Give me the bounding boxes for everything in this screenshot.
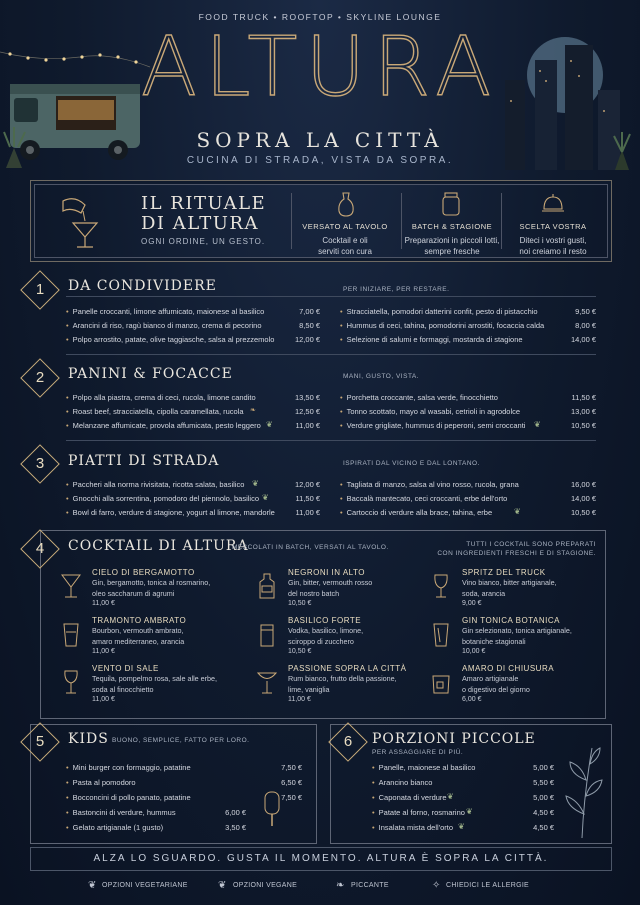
vegetarian-leaf-icon: ❦ xyxy=(466,807,473,816)
cloche-icon xyxy=(541,191,565,217)
vegan-leaf-icon: ❦ xyxy=(218,880,227,891)
legend-spicy: PICCANTE xyxy=(351,882,389,889)
menu-item: • Pasta al pomodoro xyxy=(66,778,136,787)
header-tagline: FOOD TRUCK • ROOFTOP • SKYLINE LOUNGE xyxy=(198,12,442,22)
cocktail-price: 11,00 € xyxy=(288,696,311,703)
menu-price: 5,00 € xyxy=(533,763,554,772)
cocktail-desc: soda al finocchietto xyxy=(92,685,154,694)
spicy-icon: ❧ xyxy=(250,407,256,414)
menu-price: 11,50 € xyxy=(571,393,596,402)
ritual-col-batch xyxy=(403,221,501,257)
menu-item: • Stracciatella, pomodori datterini confit, pesto di pistacchio xyxy=(340,307,538,316)
cocktail-name: BASILICO FORTE xyxy=(288,616,362,625)
section-note: BUONO, SEMPLICE, FATTO PER LORO. xyxy=(112,737,250,744)
menu-item: • Baccalà mantecato, ceci croccanti, erbe dell'orto xyxy=(340,494,507,503)
vegetarian-leaf-icon: ❦ xyxy=(88,880,97,891)
menu-item: • Panelle, maionese al basilico xyxy=(372,763,475,772)
cocktail-name: PASSIONE SOPRA LA CITTÀ xyxy=(288,664,407,673)
legend-allergies: CHIEDICI LE ALLERGIE xyxy=(446,882,530,889)
menu-price: 16,00 € xyxy=(570,480,596,489)
cocktail-desc: Vino bianco, bitter artigianale, xyxy=(462,578,557,587)
cocktail-item xyxy=(92,568,267,607)
menu-item: • Bowl di farro, verdure di stagione, yogurt al limone, mandorle xyxy=(66,508,275,517)
section-note-right: TUTTI I COCKTAIL SONO PREPARATI xyxy=(466,541,596,548)
vegetarian-leaf-icon: ❦ xyxy=(252,479,259,488)
restaurant-logo-title: ALTURA xyxy=(140,20,500,115)
section-note: MESCOLATI IN BATCH, VERSATI AL TAVOLO. xyxy=(232,544,389,551)
restaurant-tagline-sub: CUCINA DI STRADA, VISTA DA SOPRA. xyxy=(186,155,454,166)
section-number: 3 xyxy=(35,455,45,472)
section-number: 5 xyxy=(35,733,45,750)
cocktail-desc: oleo saccharum di agrumi xyxy=(92,589,175,598)
cocktail-name: AMARO DI CHIUSURA xyxy=(462,664,555,673)
vegetarian-leaf-icon: ❦ xyxy=(534,420,541,429)
cocktail-item xyxy=(288,664,463,703)
ritual-col-scelta xyxy=(507,221,599,257)
menu-price: 11,00 € xyxy=(295,421,320,430)
menu-price: 4,50 € xyxy=(533,823,554,832)
cocktail-price: 10,50 € xyxy=(288,600,312,607)
menu-price: 12,00 € xyxy=(294,335,320,344)
section-title-cocktail: COCKTAIL DI ALTURA xyxy=(68,538,249,554)
ritual-col-heading: SCELTA VOSTRA xyxy=(519,222,587,231)
cocktail-price: 6,00 € xyxy=(462,696,482,703)
ritual-col-text: sempre fresche xyxy=(424,247,480,256)
cocktail-desc: o digestivo del giorno xyxy=(462,685,530,694)
menu-price: 3,50 € xyxy=(225,823,246,832)
ritual-col-heading: VERSATO AL TAVOLO xyxy=(302,222,388,231)
menu-price: 12,50 € xyxy=(294,407,320,416)
vegetarian-leaf-icon: ❦ xyxy=(447,792,454,801)
section-note: PER ASSAGGIARE DI PIÙ. xyxy=(372,749,464,756)
ritual-col-text: noi creiamo il resto xyxy=(519,247,587,256)
cocktail-item xyxy=(288,616,463,655)
cocktail-desc: sciroppo di zucchero xyxy=(288,637,354,646)
cocktail-name: TRAMONTO AMBRATO xyxy=(92,616,187,625)
section-note: MANI, GUSTO, VISTA. xyxy=(343,373,420,380)
leaf-branch-decoration xyxy=(560,744,604,840)
section-number: 6 xyxy=(343,733,353,750)
cocktail-price: 9,00 € xyxy=(462,600,482,607)
footer-text: ALZA LO SGUARDO. GUSTA IL MOMENTO. ALTURA È SOPRA LA CITTÀ. xyxy=(93,853,549,864)
vegetarian-leaf-icon: ❦ xyxy=(514,507,521,516)
section-title-porzioni: PORZIONI PICCOLE xyxy=(372,731,536,747)
menu-item: • Verdure grigliate, hummus di peperoni, semi croccanti xyxy=(340,421,525,430)
menu-price: 13,00 € xyxy=(570,407,596,416)
cocktail-desc: lime, vaniglia xyxy=(288,685,330,694)
menu-price: 5,50 € xyxy=(533,778,554,787)
menu-price: 9,50 € xyxy=(575,307,596,316)
cocktail-item xyxy=(288,568,463,607)
cocktail-desc: Tequila, pompelmo rosa, sale alle erbe, xyxy=(92,674,218,683)
cocktail-desc: Amaro artigianale xyxy=(462,674,519,683)
section-title-panini: PANINI & FOCACCE xyxy=(68,366,233,382)
cocktail-item xyxy=(92,664,267,703)
menu-price: 8,00 € xyxy=(575,321,596,330)
cocktail-desc: soda, arancia xyxy=(462,589,506,598)
cocktail-desc: amaro mediterraneo, arancia xyxy=(92,637,185,646)
cocktail-desc: Gin, bergamotto, tonica al rosmarino, xyxy=(92,578,211,587)
menu-item: • Mini burger con formaggio, patatine xyxy=(66,763,191,772)
ritual-title-line2: DI ALTURA xyxy=(141,213,259,234)
section-title-condividere: DA CONDIVIDERE xyxy=(68,278,217,294)
ritual-title xyxy=(141,194,266,234)
ritual-subtitle: OGNI ORDINE, UN GESTO. xyxy=(141,237,266,246)
cocktail-name: VENTO DI SALE xyxy=(92,664,159,673)
menu-item: • Bastoncini di verdure, hummus xyxy=(66,808,176,817)
cocktail-price: 11,00 € xyxy=(92,696,115,703)
menu-item: • Caponata di verdure xyxy=(372,793,447,802)
cocktail-desc: Bourbon, vermouth ambrato, xyxy=(92,626,184,635)
menu-item: • Gelato artigianale (1 gusto) xyxy=(66,823,163,832)
cocktail-name: GIN TONICA BOTANICA xyxy=(462,616,560,625)
menu-price: 7,50 € xyxy=(281,793,302,802)
menu-item: • Porchetta croccante, salsa verde, finocchietto xyxy=(340,393,498,402)
menu-price: 11,00 € xyxy=(295,508,320,517)
section-title-piatti: PIATTI DI STRADA xyxy=(68,453,220,469)
menu-price: 6,00 € xyxy=(225,808,246,817)
section-number: 2 xyxy=(35,369,45,386)
cocktail-item xyxy=(462,664,637,703)
menu-price: 4,50 € xyxy=(533,808,554,817)
menu-item: • Arancino bianco xyxy=(372,778,432,787)
menu-item: • Patate al forno, rosmarino xyxy=(372,808,465,817)
ritual-col-text: Diteci i vostri gusti, xyxy=(519,236,587,245)
menu-item: • Cartoccio di verdure alla brace, tahina, erbe xyxy=(340,508,492,517)
ritual-col-versato xyxy=(299,221,391,257)
menu-item: • Insalata mista dell'orto xyxy=(372,823,453,832)
jar-icon xyxy=(441,191,461,217)
chili-pepper-icon: ❧ xyxy=(336,880,345,891)
menu-price: 14,00 € xyxy=(570,494,596,503)
cocktail-desc: Vodka, basilico, limone, xyxy=(288,626,364,635)
menu-item: • Tonno scottato, mayo al wasabi, cetrioli in agrodolce xyxy=(340,407,520,416)
ritual-col-text: serviti con cura xyxy=(318,247,372,256)
menu-price: 8,50 € xyxy=(299,321,320,330)
cocktail-desc: Gin selezionato, tonica artigianale, xyxy=(462,626,572,635)
cocktail-price: 10,50 € xyxy=(288,648,312,655)
menu-price: 7,50 € xyxy=(281,763,302,772)
legend-vegetarian: OPZIONI VEGETARIANE xyxy=(102,882,188,889)
martini-glass-icon xyxy=(60,572,82,600)
wine-glass-icon xyxy=(60,668,82,696)
cocktail-desc: del nostro batch xyxy=(288,589,340,598)
menu-item: • Arancini di riso, ragù bianco di manzo, crema di pecorino xyxy=(66,321,262,330)
menu-item: • Polpo arrostito, patate, olive taggiasche, salsa al prezzemolo xyxy=(66,335,274,344)
section-number: 1 xyxy=(35,281,45,298)
vegetarian-leaf-icon: ❦ xyxy=(458,822,465,831)
menu-price: 14,00 € xyxy=(570,335,596,344)
footer-tagline xyxy=(30,847,612,871)
cocktail-item xyxy=(92,616,267,655)
legend-vegan: OPZIONI VEGANE xyxy=(233,882,298,889)
ritual-col-text: Cocktail e oli xyxy=(322,236,368,245)
menu-price: 11,50 € xyxy=(295,494,320,503)
section-title-kids: KIDS xyxy=(68,731,109,747)
allergy-sparkle-icon: ✧ xyxy=(432,880,441,891)
menu-item: • Gnocchi alla sorrentina, pomodoro del piennolo, basilico xyxy=(66,494,259,503)
menu-price: 6,50 € xyxy=(281,778,302,787)
cocktail-desc: Gin, bitter, vermouth rosso xyxy=(288,578,373,587)
ritual-col-text: Preparazioni in piccoli lotti, xyxy=(404,236,500,245)
cocktail-price: 11,00 € xyxy=(92,600,115,607)
menu-price: 10,50 € xyxy=(570,508,596,517)
menu-item: • Tagliata di manzo, salsa al vino rosso, rucola, grana xyxy=(340,480,519,489)
ritual-title-line1: IL RITUALE xyxy=(141,193,267,214)
menu-price: 12,00 € xyxy=(294,480,320,489)
menu-price: 5,00 € xyxy=(533,793,554,802)
cocktail-name: SPRITZ DEL TRUCK xyxy=(462,568,546,577)
vegetarian-leaf-icon: ❦ xyxy=(262,493,269,502)
menu-item: • Bocconcini di pollo panato, patatine xyxy=(66,793,191,802)
menu-item: • Paccheri alla norma rivisitata, ricotta salata, basilico xyxy=(66,480,244,489)
cocktail-desc: Rum bianco, frutto della passione, xyxy=(288,674,397,683)
menu-price: 13,50 € xyxy=(294,393,320,402)
cocktail-item xyxy=(462,616,637,655)
cocktail-desc: botaniche stagionali xyxy=(462,637,526,646)
cocktail-price: 11,00 € xyxy=(92,648,115,655)
cocktail-name: CIELO DI BERGAMOTTO xyxy=(92,568,195,577)
ritual-col-heading: BATCH & STAGIONE xyxy=(411,222,493,231)
menu-item: • Hummus di ceci, tahina, pomodorini arrostiti, focaccia calda xyxy=(340,321,544,330)
cocktail-price: 10,00 € xyxy=(462,648,486,655)
popsicle-icon xyxy=(262,790,282,830)
section-note-right: CON INGREDIENTI FRESCHI E DI STAGIONE. xyxy=(437,550,596,557)
cocktail-pour-icon xyxy=(53,191,113,251)
menu-price: 7,00 € xyxy=(299,307,320,316)
cocktail-item xyxy=(462,568,637,607)
cocktail-name: NEGRONI IN ALTO xyxy=(288,568,365,577)
restaurant-subtitle: SOPRA LA CITTÀ xyxy=(196,128,444,152)
menu-item: • Panelle croccanti, limone affumicato, maionese al basilico xyxy=(66,307,264,316)
carafe-icon xyxy=(336,191,356,217)
section-number: 4 xyxy=(35,540,45,557)
highball-glass-icon xyxy=(60,620,82,648)
vegetarian-leaf-icon: ❦ xyxy=(266,420,273,429)
section-note: PER INIZIARE, PER RESTARE. xyxy=(343,286,450,293)
menu-price: 10,50 € xyxy=(570,421,596,430)
menu-item: • Melanzane affumicate, provola affumicata, pesto leggero xyxy=(66,421,261,430)
section-note: ISPIRATI DAL VICINO E DAL LONTANO. xyxy=(343,460,480,467)
menu-item: • Selezione di salumi e formaggi, mostarda di stagione xyxy=(340,335,523,344)
menu-item: • Roast beef, stracciatella, cipolla caramellata, rucola xyxy=(66,407,244,416)
ritual-box xyxy=(30,180,612,262)
menu-item: • Polpo alla piastra, crema di ceci, rucola, limone candito xyxy=(66,393,256,402)
